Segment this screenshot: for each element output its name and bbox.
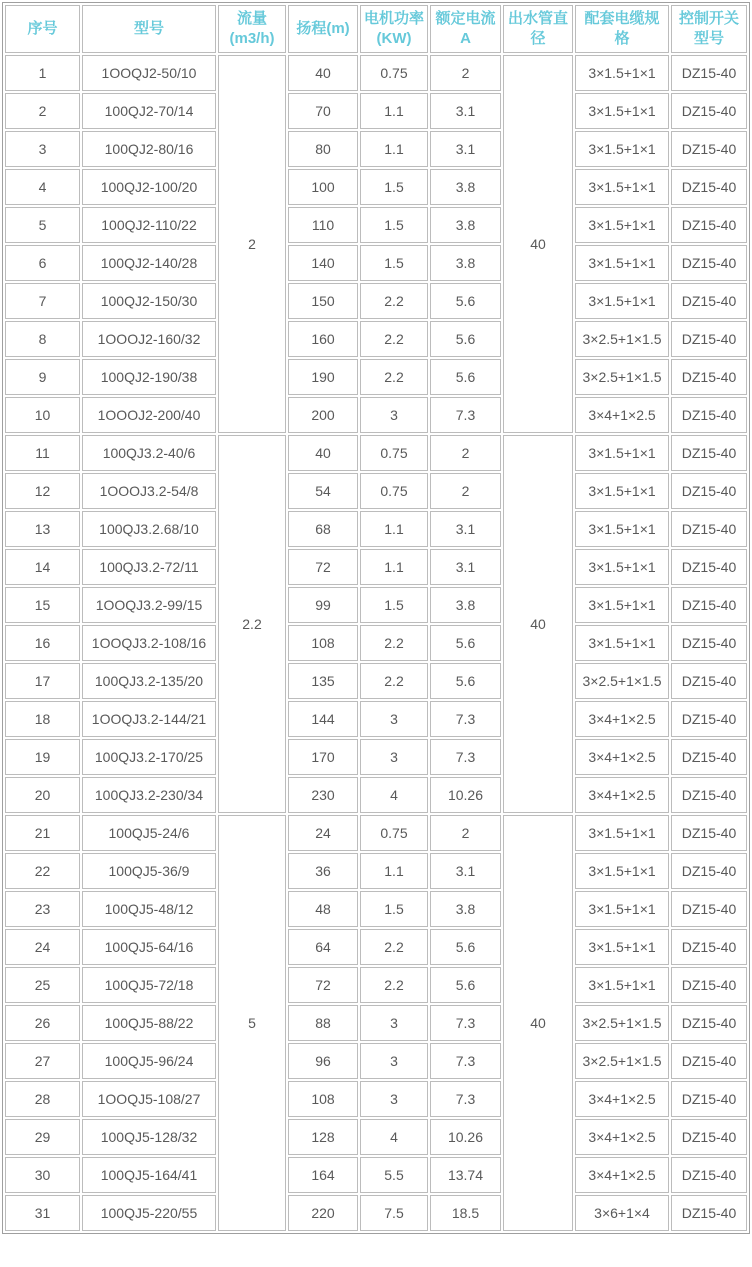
cell-head: 68 [288, 511, 358, 547]
cell-model: 1OOOJ2-160/32 [82, 321, 216, 357]
table-row [5, 435, 747, 471]
cell-head: 128 [288, 1119, 358, 1155]
cell-power: 1.5 [360, 587, 428, 623]
cell-flow-merged: 2 [218, 55, 286, 433]
cell-power: 1.1 [360, 131, 428, 167]
table-row [5, 55, 747, 91]
cell-current: 3.8 [430, 891, 501, 927]
cell-head: 140 [288, 245, 358, 281]
cell-power: 2.2 [360, 929, 428, 965]
cell-switch: DZ15-40 [671, 549, 747, 585]
cell-head: 72 [288, 549, 358, 585]
cell-seq: 16 [5, 625, 80, 661]
cell-model: 100QJ2-140/28 [82, 245, 216, 281]
table-row [5, 511, 747, 547]
cell-model: 100QJ5-88/22 [82, 1005, 216, 1041]
cell-power: 2.2 [360, 967, 428, 1003]
cell-switch: DZ15-40 [671, 473, 747, 509]
cell-current: 5.6 [430, 929, 501, 965]
cell-power: 1.1 [360, 853, 428, 889]
cell-switch: DZ15-40 [671, 131, 747, 167]
cell-power: 1.1 [360, 511, 428, 547]
cell-model: 1OOOJ2-200/40 [82, 397, 216, 433]
cell-power: 4 [360, 777, 428, 813]
cell-switch: DZ15-40 [671, 245, 747, 281]
table-row [5, 283, 747, 319]
cell-head: 100 [288, 169, 358, 205]
cell-model: 100QJ3.2-72/11 [82, 549, 216, 585]
cell-head: 99 [288, 587, 358, 623]
cell-current: 3.1 [430, 511, 501, 547]
cell-current: 13.74 [430, 1157, 501, 1193]
cell-seq: 30 [5, 1157, 80, 1193]
cell-cable: 3×6+1×4 [575, 1195, 669, 1231]
cell-cable: 3×1.5+1×1 [575, 967, 669, 1003]
cell-cable: 3×2.5+1×1.5 [575, 1043, 669, 1079]
cell-switch: DZ15-40 [671, 511, 747, 547]
header-pipe: 出水管直径 [503, 5, 573, 53]
cell-seq: 26 [5, 1005, 80, 1041]
cell-cable: 3×2.5+1×1.5 [575, 321, 669, 357]
pump-spec-table [2, 2, 750, 1234]
cell-model: 100QJ3.2-170/25 [82, 739, 216, 775]
cell-model: 100QJ5-128/32 [82, 1119, 216, 1155]
cell-switch: DZ15-40 [671, 359, 747, 395]
cell-seq: 14 [5, 549, 80, 585]
cell-switch: DZ15-40 [671, 1195, 747, 1231]
cell-head: 220 [288, 1195, 358, 1231]
cell-head: 200 [288, 397, 358, 433]
cell-current: 18.5 [430, 1195, 501, 1231]
cell-current: 2 [430, 435, 501, 471]
cell-current: 2 [430, 473, 501, 509]
cell-current: 7.3 [430, 1081, 501, 1117]
cell-cable: 3×4+1×2.5 [575, 739, 669, 775]
cell-seq: 21 [5, 815, 80, 851]
cell-cable: 3×1.5+1×1 [575, 207, 669, 243]
table-row [5, 1157, 747, 1193]
cell-head: 70 [288, 93, 358, 129]
cell-seq: 3 [5, 131, 80, 167]
table-row [5, 93, 747, 129]
cell-current: 5.6 [430, 283, 501, 319]
cell-head: 150 [288, 283, 358, 319]
cell-seq: 13 [5, 511, 80, 547]
cell-current: 5.6 [430, 321, 501, 357]
cell-power: 1.1 [360, 93, 428, 129]
cell-seq: 11 [5, 435, 80, 471]
cell-seq: 2 [5, 93, 80, 129]
cell-model: 1OOQJ3.2-144/21 [82, 701, 216, 737]
cell-cable: 3×1.5+1×1 [575, 93, 669, 129]
cell-cable: 3×1.5+1×1 [575, 587, 669, 623]
cell-seq: 12 [5, 473, 80, 509]
cell-power: 0.75 [360, 435, 428, 471]
cell-switch: DZ15-40 [671, 207, 747, 243]
cell-current: 3.8 [430, 169, 501, 205]
cell-cable: 3×1.5+1×1 [575, 929, 669, 965]
cell-switch: DZ15-40 [671, 435, 747, 471]
cell-model: 100QJ2-110/22 [82, 207, 216, 243]
cell-seq: 5 [5, 207, 80, 243]
cell-model: 100QJ3.2-135/20 [82, 663, 216, 699]
cell-model: 1OOOJ3.2-54/8 [82, 473, 216, 509]
cell-switch: DZ15-40 [671, 283, 747, 319]
cell-cable: 3×1.5+1×1 [575, 435, 669, 471]
cell-seq: 24 [5, 929, 80, 965]
table-row [5, 1043, 747, 1079]
cell-current: 5.6 [430, 625, 501, 661]
cell-flow-merged: 2.2 [218, 435, 286, 813]
cell-model: 100QJ2-150/30 [82, 283, 216, 319]
table-row [5, 815, 747, 851]
cell-switch: DZ15-40 [671, 1005, 747, 1041]
cell-switch: DZ15-40 [671, 321, 747, 357]
table-row [5, 1005, 747, 1041]
cell-cable: 3×1.5+1×1 [575, 169, 669, 205]
cell-pipe-merged: 40 [503, 435, 573, 813]
cell-cable: 3×1.5+1×1 [575, 625, 669, 661]
cell-head: 170 [288, 739, 358, 775]
cell-head: 40 [288, 55, 358, 91]
cell-cable: 3×4+1×2.5 [575, 397, 669, 433]
cell-switch: DZ15-40 [671, 397, 747, 433]
table-row [5, 207, 747, 243]
cell-cable: 3×4+1×2.5 [575, 1119, 669, 1155]
cell-seq: 10 [5, 397, 80, 433]
cell-switch: DZ15-40 [671, 777, 747, 813]
cell-switch: DZ15-40 [671, 625, 747, 661]
cell-cable: 3×1.5+1×1 [575, 245, 669, 281]
cell-power: 5.5 [360, 1157, 428, 1193]
cell-head: 110 [288, 207, 358, 243]
cell-switch: DZ15-40 [671, 1043, 747, 1079]
cell-head: 88 [288, 1005, 358, 1041]
cell-seq: 25 [5, 967, 80, 1003]
cell-cable: 3×1.5+1×1 [575, 853, 669, 889]
cell-power: 2.2 [360, 321, 428, 357]
cell-head: 144 [288, 701, 358, 737]
header-seq: 序号 [5, 5, 80, 53]
cell-current: 3.8 [430, 587, 501, 623]
cell-seq: 15 [5, 587, 80, 623]
table-header [5, 5, 747, 53]
cell-switch: DZ15-40 [671, 853, 747, 889]
cell-model: 100QJ5-164/41 [82, 1157, 216, 1193]
table-row [5, 929, 747, 965]
table-row [5, 1081, 747, 1117]
cell-power: 3 [360, 701, 428, 737]
cell-head: 230 [288, 777, 358, 813]
cell-flow-merged: 5 [218, 815, 286, 1231]
table-row [5, 625, 747, 661]
cell-model: 100QJ3.2-230/34 [82, 777, 216, 813]
cell-power: 3 [360, 739, 428, 775]
cell-current: 3.8 [430, 207, 501, 243]
cell-current: 10.26 [430, 777, 501, 813]
cell-cable: 3×4+1×2.5 [575, 701, 669, 737]
cell-head: 190 [288, 359, 358, 395]
header-current: 额定电流 A [430, 5, 501, 53]
cell-seq: 31 [5, 1195, 80, 1231]
cell-switch: DZ15-40 [671, 1119, 747, 1155]
cell-seq: 17 [5, 663, 80, 699]
cell-switch: DZ15-40 [671, 929, 747, 965]
cell-head: 96 [288, 1043, 358, 1079]
cell-current: 3.8 [430, 245, 501, 281]
cell-model: 100QJ5-72/18 [82, 967, 216, 1003]
cell-power: 2.2 [360, 663, 428, 699]
cell-head: 64 [288, 929, 358, 965]
cell-switch: DZ15-40 [671, 93, 747, 129]
cell-cable: 3×1.5+1×1 [575, 283, 669, 319]
table-row [5, 891, 747, 927]
cell-power: 0.75 [360, 473, 428, 509]
cell-head: 108 [288, 1081, 358, 1117]
cell-current: 5.6 [430, 663, 501, 699]
cell-power: 7.5 [360, 1195, 428, 1231]
table-row [5, 131, 747, 167]
cell-power: 3 [360, 1005, 428, 1041]
cell-seq: 28 [5, 1081, 80, 1117]
cell-cable: 3×1.5+1×1 [575, 473, 669, 509]
cell-seq: 29 [5, 1119, 80, 1155]
table-row [5, 245, 747, 281]
cell-current: 5.6 [430, 359, 501, 395]
cell-model: 100QJ5-64/16 [82, 929, 216, 965]
cell-seq: 1 [5, 55, 80, 91]
cell-seq: 18 [5, 701, 80, 737]
cell-current: 7.3 [430, 739, 501, 775]
cell-switch: DZ15-40 [671, 1081, 747, 1117]
cell-model: 100QJ3.2.68/10 [82, 511, 216, 547]
cell-current: 3.1 [430, 549, 501, 585]
cell-switch: DZ15-40 [671, 815, 747, 851]
cell-head: 54 [288, 473, 358, 509]
cell-power: 1.5 [360, 245, 428, 281]
cell-model: 1OOQJ5-108/27 [82, 1081, 216, 1117]
cell-seq: 27 [5, 1043, 80, 1079]
cell-seq: 6 [5, 245, 80, 281]
header-head: 扬程(m) [288, 5, 358, 53]
table-row [5, 587, 747, 623]
cell-seq: 8 [5, 321, 80, 357]
cell-power: 1.5 [360, 169, 428, 205]
cell-current: 7.3 [430, 397, 501, 433]
table-row [5, 321, 747, 357]
cell-head: 72 [288, 967, 358, 1003]
cell-current: 7.3 [430, 1043, 501, 1079]
cell-switch: DZ15-40 [671, 663, 747, 699]
cell-cable: 3×2.5+1×1.5 [575, 359, 669, 395]
header-model: 型号 [82, 5, 216, 53]
cell-model: 100QJ2-190/38 [82, 359, 216, 395]
cell-pipe-merged: 40 [503, 55, 573, 433]
cell-cable: 3×1.5+1×1 [575, 815, 669, 851]
cell-cable: 3×1.5+1×1 [575, 891, 669, 927]
cell-head: 40 [288, 435, 358, 471]
cell-current: 2 [430, 815, 501, 851]
table-row [5, 739, 747, 775]
cell-current: 3.1 [430, 131, 501, 167]
cell-cable: 3×4+1×2.5 [575, 777, 669, 813]
header-cable: 配套电缆规格 [575, 5, 669, 53]
table-row [5, 777, 747, 813]
cell-switch: DZ15-40 [671, 169, 747, 205]
cell-cable: 3×2.5+1×1.5 [575, 1005, 669, 1041]
cell-switch: DZ15-40 [671, 587, 747, 623]
cell-model: 100QJ2-100/20 [82, 169, 216, 205]
cell-model: 1OOQJ3.2-108/16 [82, 625, 216, 661]
cell-power: 2.2 [360, 283, 428, 319]
cell-cable: 3×2.5+1×1.5 [575, 663, 669, 699]
cell-model: 1OOQJ2-50/10 [82, 55, 216, 91]
cell-current: 10.26 [430, 1119, 501, 1155]
cell-head: 164 [288, 1157, 358, 1193]
cell-seq: 4 [5, 169, 80, 205]
table-row [5, 967, 747, 1003]
cell-current: 2 [430, 55, 501, 91]
cell-current: 3.1 [430, 853, 501, 889]
cell-cable: 3×1.5+1×1 [575, 549, 669, 585]
cell-power: 0.75 [360, 815, 428, 851]
cell-switch: DZ15-40 [671, 1157, 747, 1193]
table-row [5, 549, 747, 585]
cell-power: 2.2 [360, 625, 428, 661]
cell-model: 100QJ5-220/55 [82, 1195, 216, 1231]
cell-cable: 3×1.5+1×1 [575, 131, 669, 167]
cell-head: 80 [288, 131, 358, 167]
table-row [5, 169, 747, 205]
cell-power: 3 [360, 1043, 428, 1079]
cell-model: 100QJ3.2-40/6 [82, 435, 216, 471]
cell-head: 36 [288, 853, 358, 889]
cell-model: 100QJ2-70/14 [82, 93, 216, 129]
cell-power: 2.2 [360, 359, 428, 395]
table-row [5, 663, 747, 699]
cell-power: 1.5 [360, 891, 428, 927]
cell-model: 100QJ5-24/6 [82, 815, 216, 851]
table-row [5, 853, 747, 889]
cell-seq: 23 [5, 891, 80, 927]
cell-seq: 22 [5, 853, 80, 889]
cell-current: 7.3 [430, 1005, 501, 1041]
cell-cable: 3×4+1×2.5 [575, 1081, 669, 1117]
cell-cable: 3×4+1×2.5 [575, 1157, 669, 1193]
cell-model: 1OOQJ3.2-99/15 [82, 587, 216, 623]
header-power: 电机功率 (KW) [360, 5, 428, 53]
cell-cable: 3×1.5+1×1 [575, 55, 669, 91]
cell-head: 135 [288, 663, 358, 699]
cell-seq: 19 [5, 739, 80, 775]
cell-power: 1.1 [360, 549, 428, 585]
table-row [5, 359, 747, 395]
cell-model: 100QJ5-48/12 [82, 891, 216, 927]
header-flow: 流量 (m3/h) [218, 5, 286, 53]
table-row [5, 1119, 747, 1155]
cell-seq: 7 [5, 283, 80, 319]
cell-switch: DZ15-40 [671, 891, 747, 927]
cell-head: 48 [288, 891, 358, 927]
cell-cable: 3×1.5+1×1 [575, 511, 669, 547]
cell-current: 7.3 [430, 701, 501, 737]
header-row [5, 5, 747, 53]
cell-model: 100QJ5-96/24 [82, 1043, 216, 1079]
cell-current: 3.1 [430, 93, 501, 129]
cell-model: 100QJ2-80/16 [82, 131, 216, 167]
cell-power: 0.75 [360, 55, 428, 91]
cell-head: 108 [288, 625, 358, 661]
cell-power: 1.5 [360, 207, 428, 243]
cell-head: 24 [288, 815, 358, 851]
cell-pipe-merged: 40 [503, 815, 573, 1231]
table-row [5, 701, 747, 737]
cell-power: 4 [360, 1119, 428, 1155]
cell-switch: DZ15-40 [671, 967, 747, 1003]
table-row [5, 473, 747, 509]
table-row [5, 1195, 747, 1231]
spec-table-body [5, 55, 747, 1231]
cell-seq: 20 [5, 777, 80, 813]
cell-model: 100QJ5-36/9 [82, 853, 216, 889]
header-switch: 控制开关型号 [671, 5, 747, 53]
cell-head: 160 [288, 321, 358, 357]
cell-switch: DZ15-40 [671, 55, 747, 91]
cell-current: 5.6 [430, 967, 501, 1003]
cell-power: 3 [360, 1081, 428, 1117]
cell-switch: DZ15-40 [671, 739, 747, 775]
cell-switch: DZ15-40 [671, 701, 747, 737]
table-row [5, 397, 747, 433]
cell-power: 3 [360, 397, 428, 433]
cell-seq: 9 [5, 359, 80, 395]
